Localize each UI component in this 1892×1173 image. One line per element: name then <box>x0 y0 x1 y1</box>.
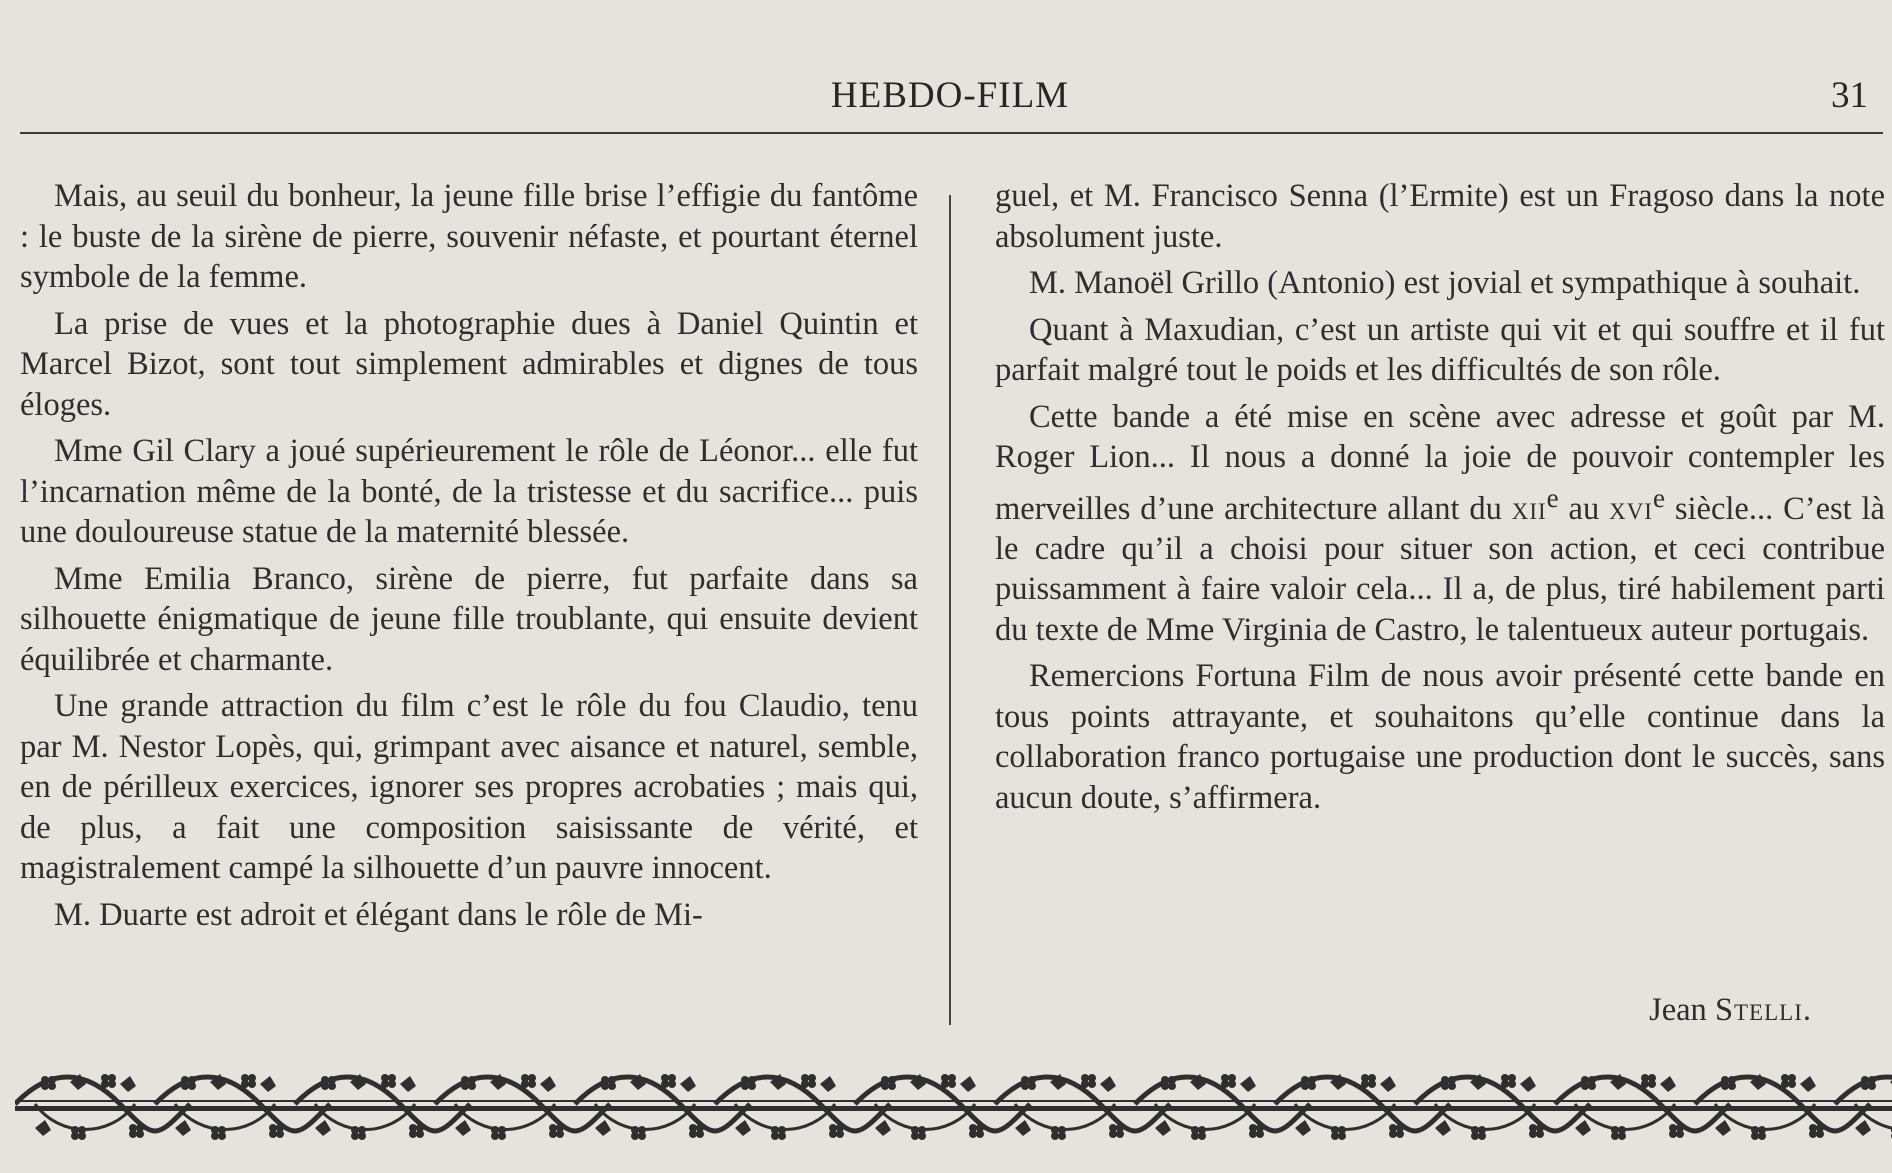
paragraph: Remercions Fortuna Film de nous avoir présenté cette bande en tous points attrayante, et souhaitons qu’elle continue dans la collaboration franco portugaise une production dont le succès, sans aucun doute, s’affirmera. <box>995 658 1885 816</box>
roman-numeral: xii <box>1511 490 1547 527</box>
paragraph: Mme Gil Clary a joué supérieurement le rôle de Léonor... elle fut l’incarnation même de la bonté, de la tristesse et du sacrifice... puis une douloureuse statue de la maternité blessée. <box>20 433 918 550</box>
column-divider <box>949 195 951 1025</box>
paragraph: Quant à Maxudian, c’est un artiste qui vit et qui souffre et il fut parfait malgré tout le poids et les difficultés de son rôle. <box>995 311 1885 388</box>
left-column <box>20 176 918 941</box>
superscript: e <box>1546 482 1559 513</box>
signature-first-name: Jean <box>1649 992 1707 1028</box>
paragraph-text: au <box>1558 490 1610 527</box>
paragraph: Mme Emilia Branco, sirène de pierre, fut parfaite dans sa silhouette énigmatique de jeune fille troublante, qui ensuite devient équilibrée et charmante. <box>20 560 918 678</box>
paragraph <box>995 397 1885 651</box>
roman-numeral: xvi <box>1609 490 1653 527</box>
paragraph: La prise de vues et la photographie dues à Daniel Quintin et Marcel Bizot, sont tout simplement admirables et dignes de tous éloges. <box>20 305 918 423</box>
paragraph: Mais, au seuil du bonheur, la jeune fille brise l’effigie du fantôme : le buste de la sirène de pierre, souvenir néfaste, et pourtant éternel symbole de la femme. <box>20 178 918 295</box>
grapevine-border-ornament-icon <box>15 1068 1892 1148</box>
author-signature <box>1649 992 1812 1029</box>
signature-last-name: Stelli. <box>1714 992 1812 1028</box>
journal-title: HEBDO-FILM <box>830 75 1070 116</box>
running-header <box>20 74 1880 124</box>
paragraph: M. Manoël Grillo (Antonio) est jovial et sympathique à souhait. <box>1029 265 1861 301</box>
page-number: 31 <box>1831 75 1868 116</box>
header-rule <box>20 132 1883 134</box>
paragraph-text: Cette bande a été mise en scène avec adresse et goût par M. Roger Lion... Il nous a donné la joie de pouvoir contempler les merveilles d’une architecture allant du <box>995 398 1885 527</box>
right-column <box>995 176 1885 824</box>
paragraph: M. Duarte est adroit et élégant dans le rôle de Mi- <box>54 896 703 933</box>
paragraph: Une grande attraction du film c’est le rôle du fou Claudio, tenu par M. Nestor Lopès, qui, grimpant avec aisance et naturel, semble, en de périlleux exercices, ignorer ses propres acrobaties ; mais qui, de plus, a fait une composition saisissante de vérité, et magistralement campé la silhouette d’un pauvre innocent. <box>20 688 918 886</box>
paragraph-text: siècle... C’est là le cadre qu’il a choisi pour situer son action, et ceci contribue puissamment à faire valoir cela... Il a, de plus, tiré habilement parti du texte de Mme Virginia de Castro, le talentueux auteur portugais. <box>995 490 1885 648</box>
paragraph: guel, et M. Francisco Senna (l’Ermite) est un Fragoso dans la note absolument juste. <box>995 178 1885 255</box>
ornament-svg <box>15 1068 1892 1148</box>
superscript: e <box>1652 482 1665 513</box>
